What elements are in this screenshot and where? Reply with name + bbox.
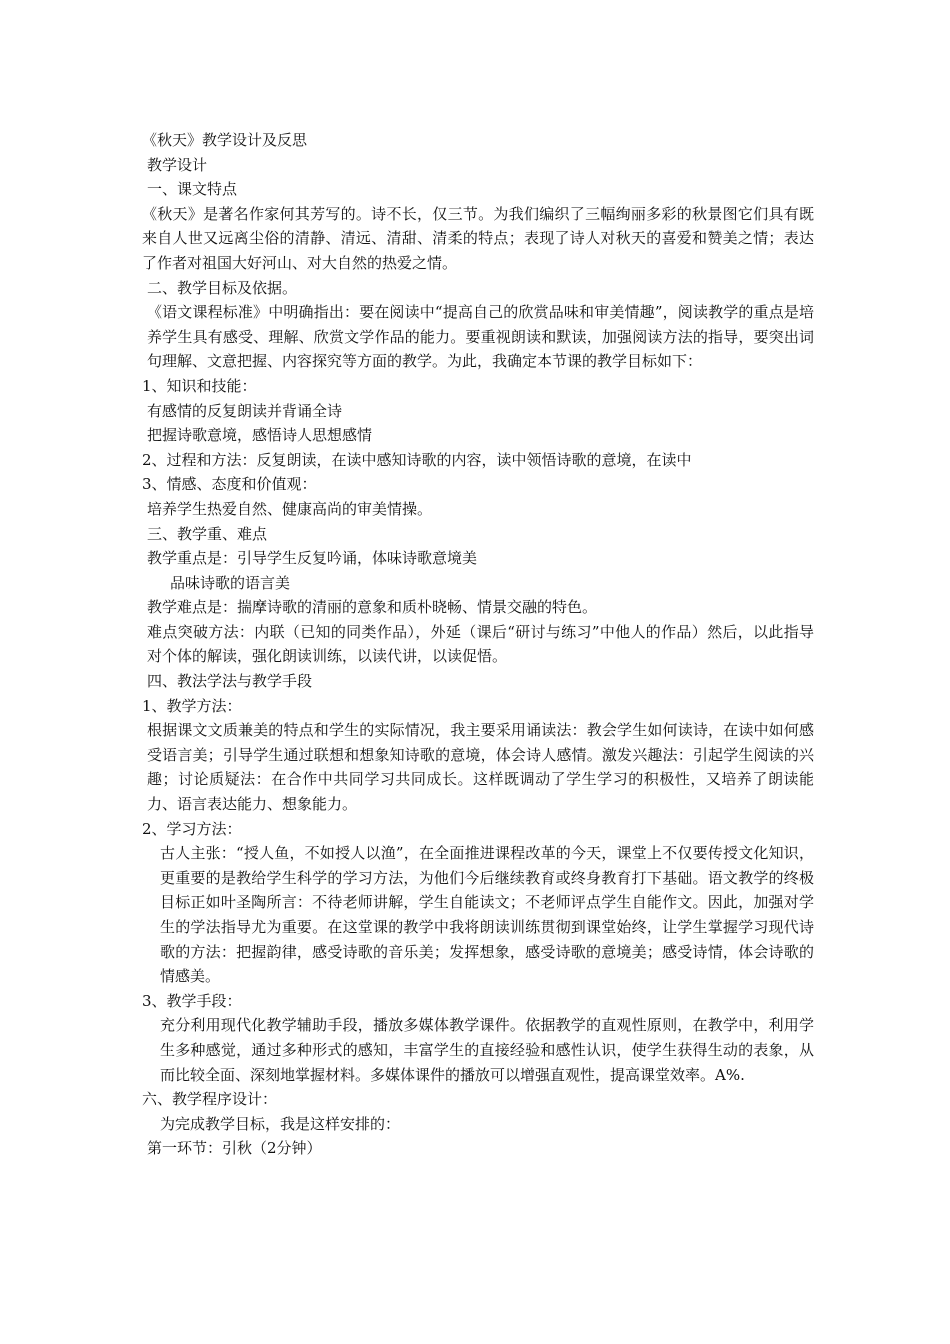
- section-heading-4: 四、教法学法与教学手段: [147, 672, 313, 691]
- paragraph-text-features: 《秋天》是著名作家何其芳写的。诗不长，仅三节。为我们编织了三幅绚丽多彩的秋景图它们具有既来自人世又远离尘俗的清静、清远、清甜、清柔的特点；表现了诗人对秋天的喜爱和赞美之情；表达了作者对祖国大好河山、对大自然的热爱之情。: [142, 204, 814, 272]
- document-title: 《秋天》教学设计及反思: [142, 131, 308, 149]
- procedure-step-1: 第一环节：引秋（2分钟）: [147, 1139, 322, 1158]
- section-heading-1: 一、课文特点: [147, 180, 238, 199]
- procedure-intro: 为完成教学目标，我是这样安排的：: [160, 1114, 401, 1133]
- goal-2: 2、过程和方法：反复朗读，在读中感知诗歌的内容，读中领悟诗歌的意境，在读中: [142, 450, 692, 469]
- goal-1-heading: 1、知识和技能：: [142, 376, 257, 395]
- section-heading-6: 六、教学程序设计：: [142, 1090, 278, 1109]
- key-point: 教学重点是：引导学生反复吟诵，体味诗歌意境美: [147, 549, 478, 568]
- paragraph-curriculum-standard: 《语文课程标准》中明确指出：要在阅读中“提高自己的欣赏品味和审美情趣”，阅读教学的重点是培养学生具有感受、理解、欣赏文学作品的能力。要重视朗读和默读，加强阅读方法的指导，要突出词句理解、文意把握、内容探究等方面的教学。为此，我确定本节课的教学目标如下：: [147, 303, 814, 371]
- method-3-paragraph: 充分利用现代化教学辅助手段，播放多媒体教学课件。依据教学的直观性原则，在教学中，利用学生多种感觉，通过多种形式的感知，丰富学生的直接经验和感性认识，使学生获得生动的表象，从而比较全面、深刻地掌握材料。多媒体课件的播放可以增强直观性，提高课堂效率。A%.: [160, 1016, 814, 1084]
- document-body: [142, 128, 814, 1161]
- difficult-point: 教学难点是：揣摩诗歌的清丽的意象和质朴晓畅、情景交融的特色。: [147, 598, 598, 617]
- key-point-2: 品味诗歌的语言美: [170, 573, 291, 592]
- section-heading-2: 二、教学目标及依据。: [147, 278, 298, 297]
- method-2-paragraph: 古人主张：“授人鱼，不如授人以渔”，在全面推进课程改革的今天，课堂上不仅要传授文化知识，更重要的是教给学生科学的学习方法，为他们今后继续教育或终身教育打下基础。语文教学的终极目标正如叶圣陶所言：不待老师讲解，学生自能读文；不老师评点学生自能作文。因此，加强对学生的学法指导尤为重要。在这堂课的教学中我将朗读训练贯彻到课堂始终，让学生掌握学习现代诗歌的方法：把握韵律，感受诗歌的音乐美；发挥想象，感受诗歌的意境美；感受诗情，体会诗歌的情感美。: [160, 844, 814, 986]
- method-2-heading: 2、学习方法：: [142, 819, 242, 838]
- goal-3-heading: 3、情感、态度和价值观：: [142, 475, 317, 494]
- goal-1-item-a: 有感情的反复朗读并背诵全诗: [147, 401, 343, 420]
- method-3-heading: 3、教学手段：: [142, 991, 242, 1010]
- goal-1-item-b: 把握诗歌意境，感悟诗人思想感情: [147, 426, 373, 445]
- method-1-paragraph: 根据课文文质兼美的特点和学生的实际情况，我主要采用诵读法：教会学生如何读诗，在读中如何感受语言美；引导学生通过联想和想象知诗歌的意境，体会诗人感情。激发兴趣法：引起学生阅读的兴趣；讨论质疑法：在合作中共同学习共同成长。这样既调动了学生学习的积极性，又培养了朗读能力、语言表达能力、想象能力。: [147, 721, 814, 814]
- section-heading-3: 三、教学重、难点: [147, 524, 268, 543]
- section-heading-teaching-design: 教学设计: [147, 155, 208, 174]
- goal-3-item-a: 培养学生热爱自然、健康高尚的审美情操。: [147, 499, 433, 518]
- method-1-heading: 1、教学方法：: [142, 696, 242, 715]
- difficulty-breakthrough: 难点突破方法：内联（已知的同类作品），外延（课后“研讨与练习”中他人的作品）然后，以此指导对个体的解读，强化朗读训练，以读代讲，以读促悟。: [147, 622, 814, 666]
